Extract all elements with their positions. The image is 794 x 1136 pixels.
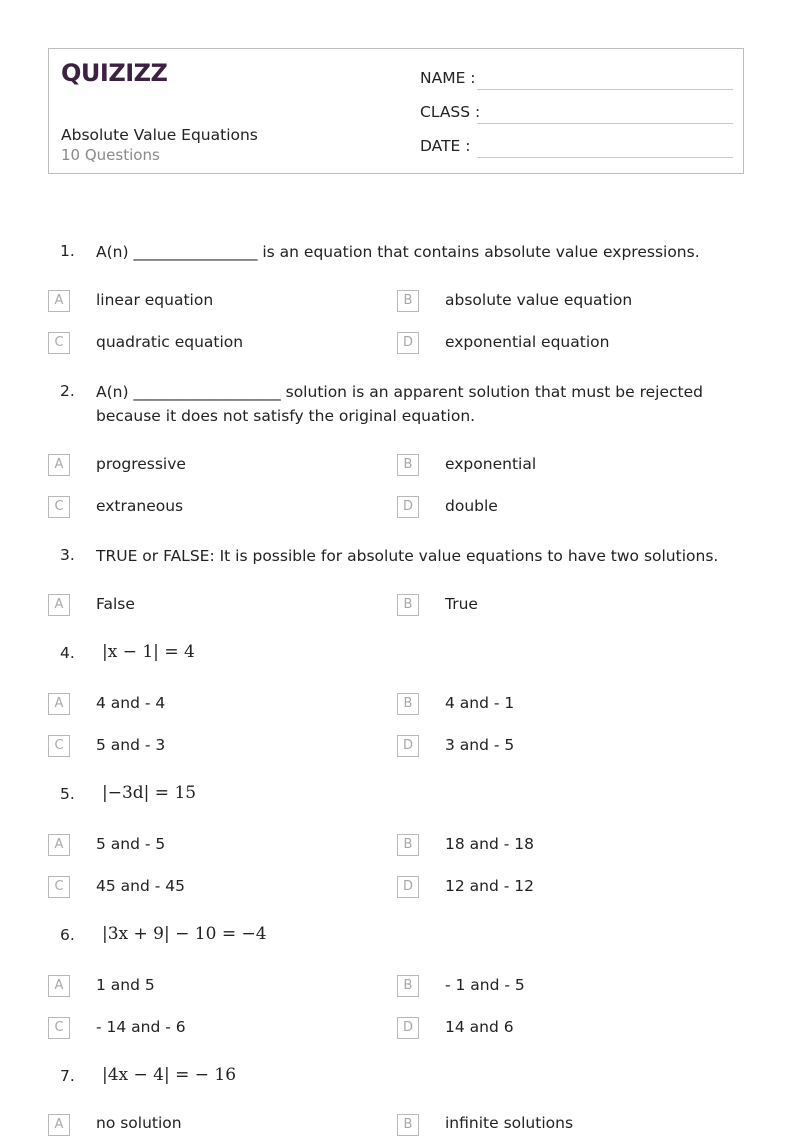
option-letter[interactable]: A [48, 693, 70, 715]
option-letter[interactable]: D [397, 332, 419, 354]
question-equation: |x − 1| = 4 [102, 642, 195, 662]
option-text: True [445, 595, 478, 613]
question-equation: |4x − 4| = − 16 [102, 1065, 237, 1085]
option-letter[interactable]: C [48, 332, 70, 354]
option-text: 14 and 6 [445, 1018, 514, 1036]
option-text: 5 and - 5 [96, 835, 166, 853]
option-text: 4 and - 1 [445, 694, 515, 712]
question-number: 6. [60, 926, 75, 944]
class-line [477, 123, 733, 124]
option-text: exponential [445, 455, 537, 473]
quizizz-logo: QUIZIZZ [61, 59, 168, 87]
option-text: 4 and - 4 [96, 694, 166, 712]
option-letter[interactable]: A [48, 834, 70, 856]
question-text: TRUE or FALSE: It is possible for absolute value equations to have two solutions. [96, 547, 719, 565]
option-text: extraneous [96, 497, 184, 515]
question-number: 2. [60, 382, 75, 400]
option-letter[interactable]: A [48, 975, 70, 997]
option-letter[interactable]: C [48, 876, 70, 898]
option-letter[interactable]: B [397, 975, 419, 997]
question-equation: |−3d| = 15 [102, 783, 197, 803]
question-count: 10 Questions [61, 146, 160, 164]
option-text: 18 and - 18 [445, 835, 534, 853]
option-text: 3 and - 5 [445, 736, 515, 754]
name-line [477, 89, 733, 90]
option-text: - 14 and - 6 [96, 1018, 186, 1036]
option-text: 12 and - 12 [445, 877, 534, 895]
option-text: 45 and - 45 [96, 877, 185, 895]
option-letter[interactable]: B [397, 454, 419, 476]
name-label: NAME : [420, 69, 476, 87]
option-letter[interactable]: C [48, 496, 70, 518]
option-text: 5 and - 3 [96, 736, 166, 754]
question-equation: |3x + 9| − 10 = −4 [102, 924, 267, 944]
option-letter[interactable]: D [397, 1017, 419, 1039]
option-text: - 1 and - 5 [445, 976, 525, 994]
question-text: A(n) ___________________ solution is an apparent solution that must be rejected because it does not satisfy the original equation. [96, 383, 703, 425]
worksheet-header [48, 48, 744, 174]
option-text: False [96, 595, 135, 613]
option-letter[interactable]: B [397, 834, 419, 856]
option-letter[interactable]: A [48, 290, 70, 312]
option-text: no solution [96, 1114, 182, 1132]
option-letter[interactable]: A [48, 454, 70, 476]
option-text: linear equation [96, 291, 214, 309]
option-text: exponential equation [445, 333, 610, 351]
option-text: 1 and 5 [96, 976, 155, 994]
option-letter[interactable]: D [397, 496, 419, 518]
option-text: infinite solutions [445, 1114, 574, 1132]
question-text: A(n) ________________ is an equation that contains absolute value expressions. [96, 243, 700, 261]
class-label: CLASS : [420, 103, 481, 121]
option-letter[interactable]: A [48, 1114, 70, 1136]
option-letter[interactable]: B [397, 290, 419, 312]
option-letter[interactable]: C [48, 1017, 70, 1039]
worksheet-title: Absolute Value Equations [61, 126, 258, 144]
option-letter[interactable]: D [397, 876, 419, 898]
question-number: 4. [60, 644, 75, 662]
date-line [477, 157, 733, 158]
option-text: progressive [96, 455, 186, 473]
date-label: DATE : [420, 137, 471, 155]
option-letter[interactable]: D [397, 735, 419, 757]
question-number: 5. [60, 785, 75, 803]
option-text: quadratic equation [96, 333, 244, 351]
option-text: absolute value equation [445, 291, 633, 309]
option-letter[interactable]: B [397, 693, 419, 715]
question-number: 3. [60, 546, 75, 564]
option-letter[interactable]: B [397, 1114, 419, 1136]
option-letter[interactable]: C [48, 735, 70, 757]
option-text: double [445, 497, 498, 515]
question-number: 7. [60, 1067, 75, 1085]
option-letter[interactable]: A [48, 594, 70, 616]
option-letter[interactable]: B [397, 594, 419, 616]
question-number: 1. [60, 242, 75, 260]
